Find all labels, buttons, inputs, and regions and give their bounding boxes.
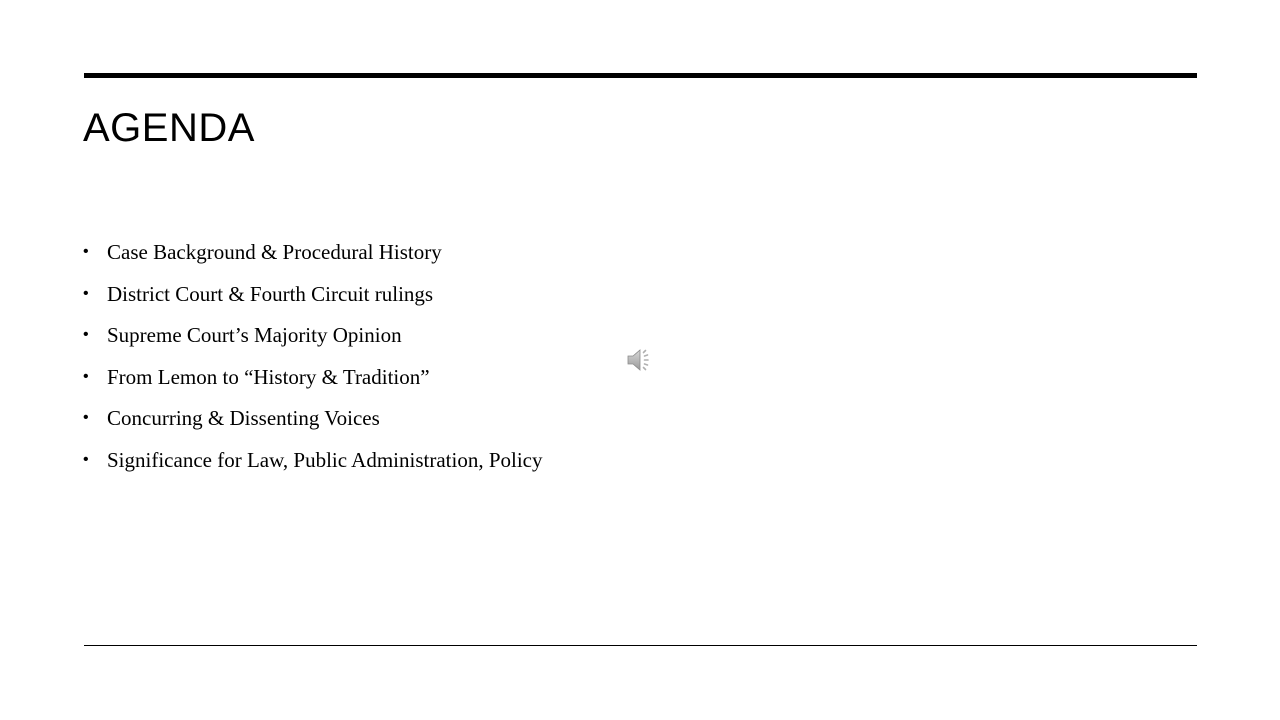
list-item-text: Concurring & Dissenting Voices — [107, 406, 380, 431]
slide-title: AGENDA — [83, 106, 255, 150]
bullet-icon: • — [83, 243, 89, 260]
bullet-icon: • — [83, 367, 89, 385]
list-item-text: Case Background & Procedural History — [107, 240, 442, 264]
bullet-icon: • — [83, 284, 89, 302]
bullet-icon: • — [83, 450, 89, 468]
bullet-icon: • — [83, 326, 89, 344]
list-item-text: Significance for Law, Public Administration, Policy — [107, 447, 543, 472]
bottom-divider — [84, 645, 1197, 646]
speaker-icon[interactable] — [626, 346, 654, 374]
list-item-text: District Court & Fourth Circuit rulings — [107, 281, 434, 306]
top-divider — [84, 73, 1197, 78]
list-item-text: Supreme Court’s Majority Opinion — [107, 323, 402, 348]
list-item-text: From Lemon to “History & Tradition” — [107, 364, 430, 389]
bullet-icon: • — [83, 409, 89, 427]
